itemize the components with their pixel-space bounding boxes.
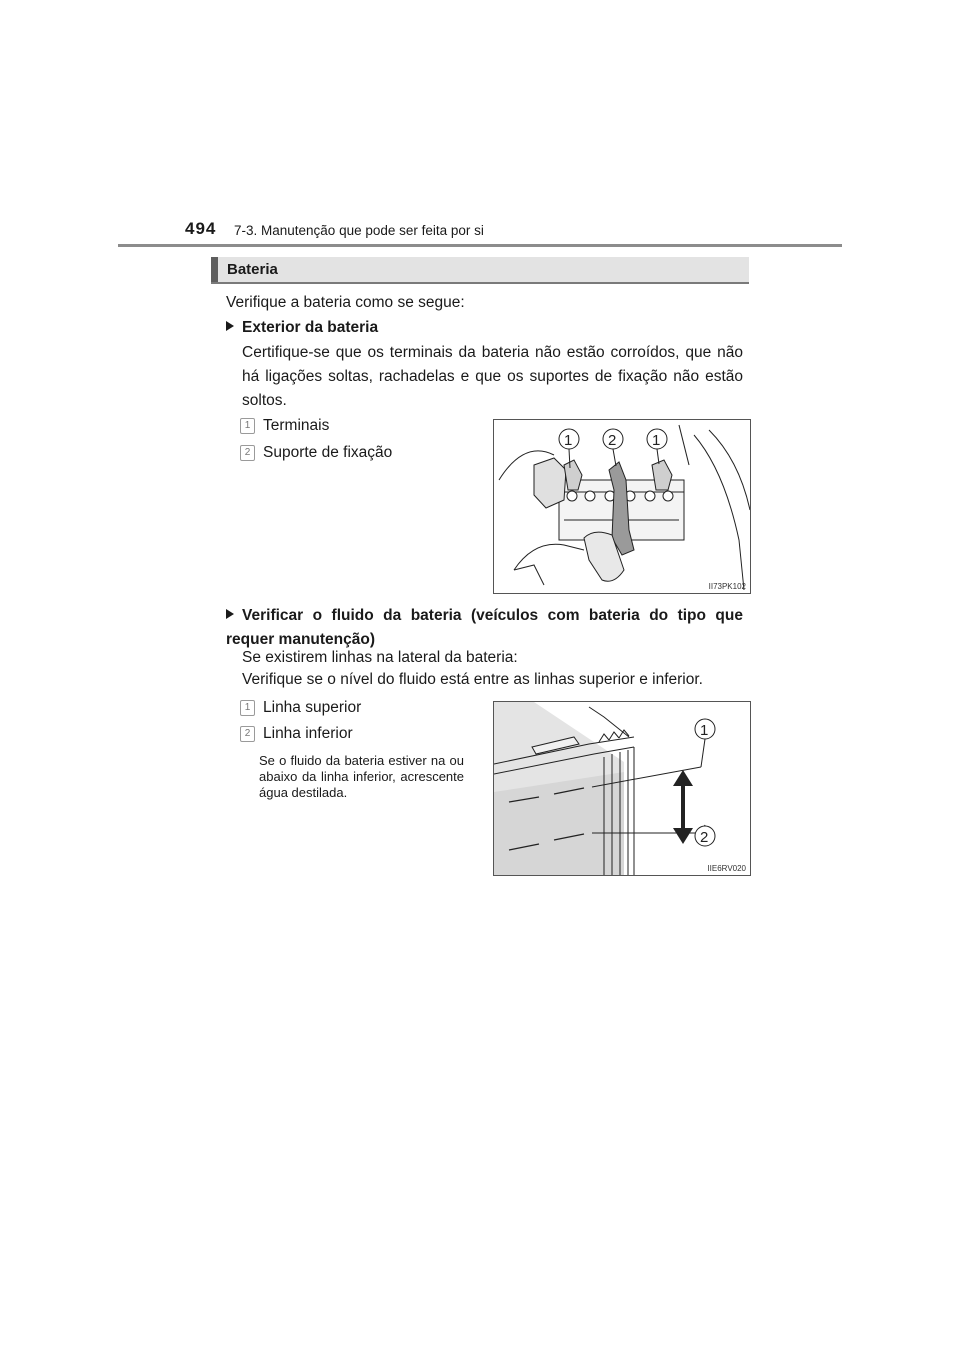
- battery-terminals-figure: [493, 419, 751, 594]
- fluid-level-illustration: [494, 702, 750, 875]
- fluid-condition: Se existirem linhas na lateral da bateria:: [242, 649, 518, 666]
- figure-marker-1: 1: [564, 432, 573, 449]
- figure-code: IIE6RV020: [707, 864, 746, 873]
- callout-label: Linha inferior: [263, 725, 353, 742]
- intro-text: Verifique a bateria como se segue:: [226, 294, 465, 311]
- callout-label: Terminais: [263, 417, 330, 434]
- figure-marker-1: 1: [652, 432, 661, 449]
- fluid-heading-text: Verificar o fluido da bateria (veículos com bateria do tipo que requer manutenção): [226, 607, 743, 648]
- callout-label: Linha superior: [263, 699, 362, 716]
- callout-number-badge: 1: [240, 418, 255, 434]
- fluid-heading: [226, 604, 743, 652]
- bullet-triangle-icon: [226, 609, 234, 619]
- callout-number-badge: 2: [240, 445, 255, 461]
- figure-code: II73PK102: [708, 582, 746, 591]
- figure-marker-2: 2: [700, 829, 709, 846]
- section-heading-bar: [211, 257, 749, 284]
- section-title: Bateria: [227, 261, 278, 278]
- section-tab-marker: [211, 257, 218, 282]
- page-number: 494: [185, 219, 217, 238]
- running-head: 7-3. Manutenção que pode ser feita por si: [234, 223, 484, 238]
- callout-upper-line: [240, 696, 361, 720]
- exterior-body: Certifique-se que os terminais da bateria não estão corroídos, que não há ligações soltas, rachadelas e que os suportes de fixação não estão soltos.: [242, 344, 743, 409]
- battery-terminals-illustration: [494, 420, 750, 593]
- callout-number-badge: 2: [240, 726, 255, 742]
- callout-lower-line: [240, 722, 353, 746]
- callout-label: Suporte de fixação: [263, 444, 393, 461]
- callout-number-badge: 1: [240, 700, 255, 716]
- callout-terminals: [240, 414, 329, 438]
- header-rule: [118, 244, 842, 247]
- bullet-triangle-icon: [226, 321, 234, 331]
- callout-clamp: [240, 441, 392, 465]
- exterior-heading-text: Exterior da bateria: [242, 319, 379, 336]
- figure-marker-1: 1: [700, 722, 709, 739]
- exterior-heading: [226, 316, 378, 340]
- figure-marker-2: 2: [608, 432, 617, 449]
- fluid-instruction: Verifique se o nível do fluido está entre as linhas superior e inferior.: [242, 671, 703, 688]
- distilled-water-note: Se o fluido da bateria estiver na ou abaixo da linha inferior, acrescente água destilada.: [259, 753, 464, 800]
- fluid-level-figure: [493, 701, 751, 876]
